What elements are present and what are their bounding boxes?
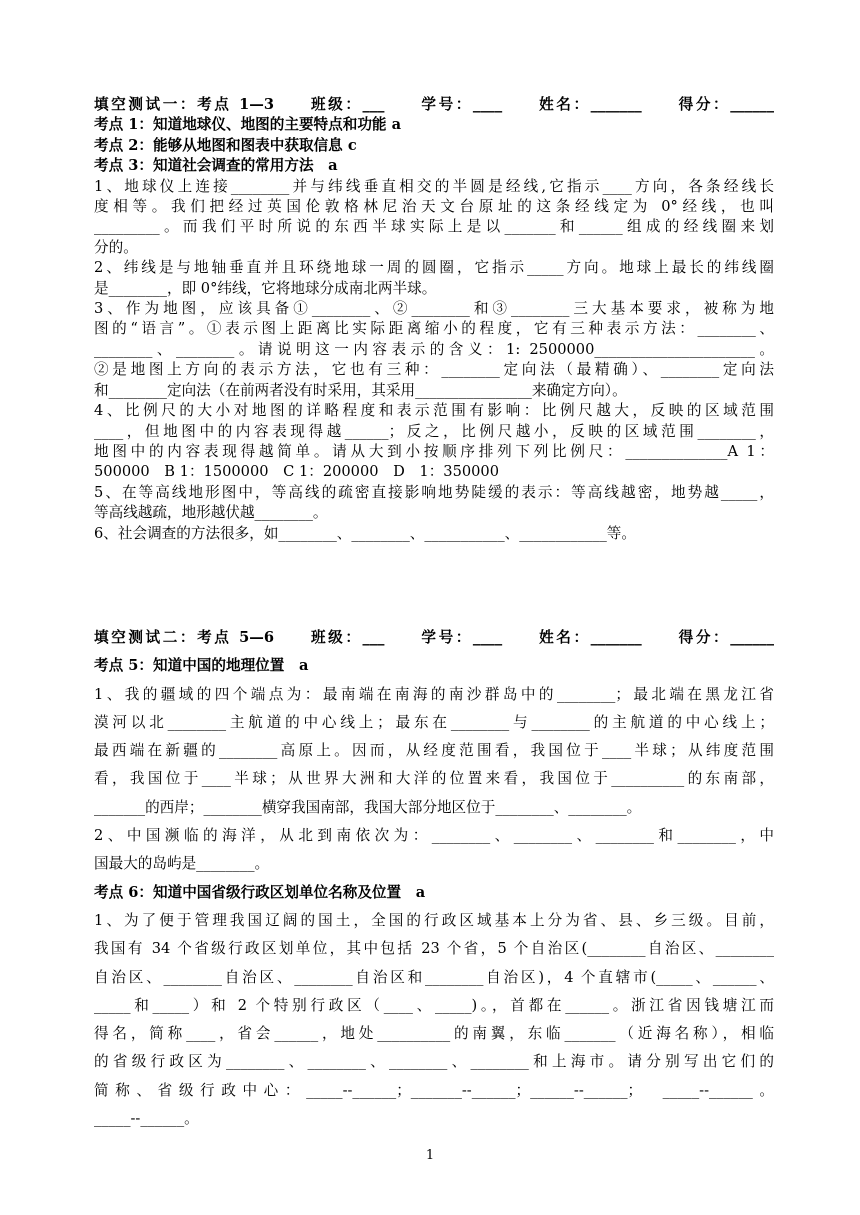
knowledge-point-3: 考点 3：知道社会调查的常用方法 a bbox=[94, 157, 338, 175]
question-line: 图的“语言”。①表示图上距离比实际距离缩小的程度，它有三种表示方法：________、 bbox=[94, 320, 774, 338]
question-line: 500000 B 1：1500000 C 1：200000 D 1：350000 bbox=[94, 463, 500, 481]
knowledge-point-5: 考点 5：知道中国的地理位置 a bbox=[94, 657, 309, 675]
question-line: 地图中的内容表现得越简单。请从大到小按顺序排列下列比例尺：______________A 1： bbox=[94, 442, 774, 460]
question-line: ②是地图上方向的表示方法，它也有三种：________定向法（最精确）、________定向法 bbox=[94, 361, 774, 379]
question-line: 的省级行政区为________、________、________、________和上海市。请分别写出它们的 bbox=[94, 1053, 774, 1071]
question-line: _________。而我们平时所说的东西半球实际上是以_______和______组成的经线圈来划 bbox=[94, 218, 774, 236]
question-line: 自治区、________自治区、________自治区和________自治区)，4 个直辖市(_____、______、 bbox=[94, 968, 774, 986]
knowledge-point-2: 考点 2：能够从地图和图表中获取信息 c bbox=[94, 136, 357, 154]
question-line: ________、________。请说明这一内容表示的含义：1: 2500000______________________。 bbox=[94, 340, 774, 358]
question-line: 分的。 bbox=[94, 238, 138, 256]
question-line: 度相等。我们把经过英国伦敦格林尼治天文台原址的这条经线定为 0°经线，也叫 bbox=[94, 198, 774, 216]
question-line: 漠河以北________主航道的中心线上；最东在________与________的主航道的中心线上； bbox=[94, 713, 774, 731]
page-number: 1 bbox=[425, 1148, 435, 1163]
question-line: 1、我的疆域的四个端点为：最南端在南海的南沙群岛中的________；最北端在黑龙江省 bbox=[94, 685, 774, 703]
question-line: 2、纬线是与地轴垂直并且环绕地球一周的圆圈，它指示_____方向。地球上最长的纬线圈 bbox=[94, 259, 774, 277]
question-line: 3、作为地图，应该具备①________、②________和③________三大基本要求，被称为地 bbox=[94, 300, 774, 318]
question-line: 2、中国濒临的海洋，从北到南依次为：________、________、________和________，中 bbox=[94, 827, 774, 845]
question-line: _____和_____）和 2 个特别行政区（____、_____)。，首都在______。浙江省因钱塘江而 bbox=[94, 996, 774, 1014]
question-line: 简称、省级行政中心：_____--______；_______--______；______--______； _____--______。 bbox=[94, 1081, 774, 1099]
question-line: 得名，简称____，省会______，地处__________的南翼，东临_______（近海名称），相临 bbox=[94, 1025, 774, 1043]
question-line: 和________定向法（在前两者没有时采用，其采用________________来确定方向）。 bbox=[94, 381, 627, 399]
section-1-header: 填空测试一：考点 1—3 班级：___ 学号：____ 姓名：_______ 得分：______ bbox=[94, 96, 774, 113]
question-line: ____，但地图中的内容表现得越______；反之，比例尺越小，反映的区域范围________， bbox=[94, 422, 774, 440]
question-line: 等高线越疏，地形越伏越________。 bbox=[94, 504, 328, 522]
question-line: 5、在等高线地形图中，等高线的疏密直接影响地势陡缓的表示：等高线越密，地势越_____， bbox=[94, 483, 774, 501]
question-line: 1、地球仪上连接________并与纬线垂直相交的半圆是经线,它指示____方向，各条经线长 bbox=[94, 177, 774, 195]
question-line: _____--______。 bbox=[94, 1110, 199, 1128]
question-line: 我国有 34 个省级行政区划单位，其中包括 23 个省，5 个自治区(________自治区、________ bbox=[94, 940, 774, 958]
question-line: 看，我国位于____半球；从世界大洲和大洋的位置来看，我国位于__________的东南部， bbox=[94, 770, 774, 788]
question-line: 6、社会调查的方法很多，如________、________、___________、____________等。 bbox=[94, 524, 636, 542]
question-line: 最西端在新疆的________高原上。因而，从经度范围看，我国位于____半球；从纬度范围 bbox=[94, 742, 774, 760]
knowledge-point-1: 考点 1：知道地球仪、地图的主要特点和功能 a bbox=[94, 116, 402, 134]
knowledge-point-6: 考点 6：知道中国省级行政区划单位名称及位置 a bbox=[94, 883, 426, 901]
section-2-header: 填空测试二：考点 5—6 班级：___ 学号：____ 姓名：_______ 得分：______ bbox=[94, 629, 774, 646]
quiz-section-2 bbox=[94, 624, 774, 1133]
question-line: 4、比例尺的大小对地图的详略程度和表示范围有影响：比例尺越大，反映的区域范围 bbox=[94, 402, 774, 420]
question-line: 国最大的岛屿是________。 bbox=[94, 855, 270, 873]
quiz-section-1 bbox=[94, 95, 774, 544]
question-line: 1、为了便于管理我国辽阔的国土，全国的行政区域基本上分为省、县、乡三级。目前， bbox=[94, 911, 774, 929]
question-line: 是________，即 0°纬线，它将地球分成南北两半球。 bbox=[94, 279, 437, 297]
question-line: _______的西岸；________横穿我国南部，我国大部分地区位于________、________。 bbox=[94, 798, 642, 816]
